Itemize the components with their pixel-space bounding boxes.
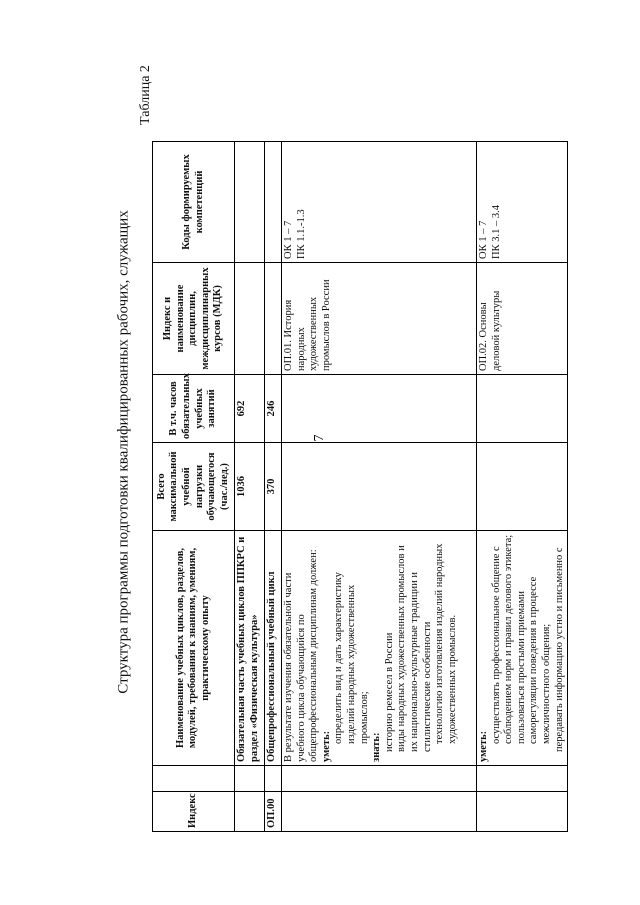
op01-znat-heading: знать: [371,732,383,762]
cell-empty [477,443,568,531]
op01-znat-item: виды народных художественных промыслов и их национально-культурные традиции и стилистические особенности [396,545,433,752]
op02-umet-item: передавать информацию устно и письменно с [553,547,565,752]
header-mandatory: В т.ч. часов обязательных учебных занятий [153,375,235,443]
header-blank [153,766,235,792]
cell-empty [477,792,568,832]
cell-index-empty [235,792,265,832]
op02-requirements [477,531,568,766]
op01-discipline: ОП.01. История народных художественных промыслов в России [282,263,477,375]
op-hours: 246 [265,375,282,443]
op02-codes: ОК 1 – 7 ПК 3.1 – 3.4 [477,142,568,263]
header-codes: Коды формируемых компетенций [153,142,235,263]
mandatory-part-label: Обязательная часть учебных циклов ППКРС и раздел «Физическая культура» [235,531,265,766]
cell-blank [282,766,477,792]
row-op01 [282,142,477,832]
page-number: 7 [312,434,327,442]
op-total: 370 [265,443,282,531]
op02-umet-item: осуществлять профессиональное общение с соблюдением норм и правил делового этикета; [490,534,515,744]
mandatory-total: 1036 [235,443,265,531]
cell-blank [477,766,568,792]
cell-empty [235,263,265,375]
op01-znat-item: историю ремесел в России [383,632,395,752]
cell-empty [282,375,477,443]
header-name: Наименование учебных циклов, разделов, модулей, требования к знаниям, умениям, практическому опыту [153,531,235,766]
header-total: Всего максимальной учебной нагрузки обучающегося (час./нед.) [153,443,235,531]
row-op [265,142,282,832]
row-mandatory [235,142,265,832]
cell-blank [265,766,282,792]
cell-empty [477,375,568,443]
cell-empty [265,263,282,375]
document-title: Структура программы подготовки квалифицированных рабочих, служащих [115,210,132,694]
op-cycle-label: Общепрофессиональный учебный цикл [265,531,282,766]
op02-discipline: ОП.02. Основы деловой культуры [477,263,568,375]
rotated-table-wrapper [152,142,565,832]
op01-codes: ОК 1 – 7 ПК 1.1.-1.3 [282,142,477,263]
mandatory-hours: 692 [235,375,265,443]
cell-empty [282,443,477,531]
header-discipline: Индекс и наименование дисциплин, междисциплинарных курсов (МДК) [153,263,235,375]
op01-umet-heading: уметь: [320,730,332,762]
op01-intro: В результате изучения обязательной части учебного цикла обучающийся по общепрофессиональным дисциплинам должен: [283,549,320,762]
op-index: ОП.00 [265,792,282,832]
op01-znat-item: технологию изготовления изделий народных художественных промыслов. [434,543,458,744]
structure-table [152,141,568,832]
cell-empty [235,142,265,263]
header-index: Индекс [153,792,235,832]
op01-umet-item: определить вид и дать характеристику изделий народных художественных промыслов; [333,572,370,744]
op02-umet-item: пользоваться простыми приемами саморегуляции поведения в процессе межличностного общения; [515,576,552,744]
row-op02 [477,142,568,832]
table-label: Таблица 2 [138,65,153,125]
op01-requirements [282,531,477,766]
cell-blank [235,766,265,792]
op02-umet-heading: уметь: [478,730,489,762]
header-row [153,142,235,832]
cell-empty [265,142,282,263]
cell-empty [282,792,477,832]
